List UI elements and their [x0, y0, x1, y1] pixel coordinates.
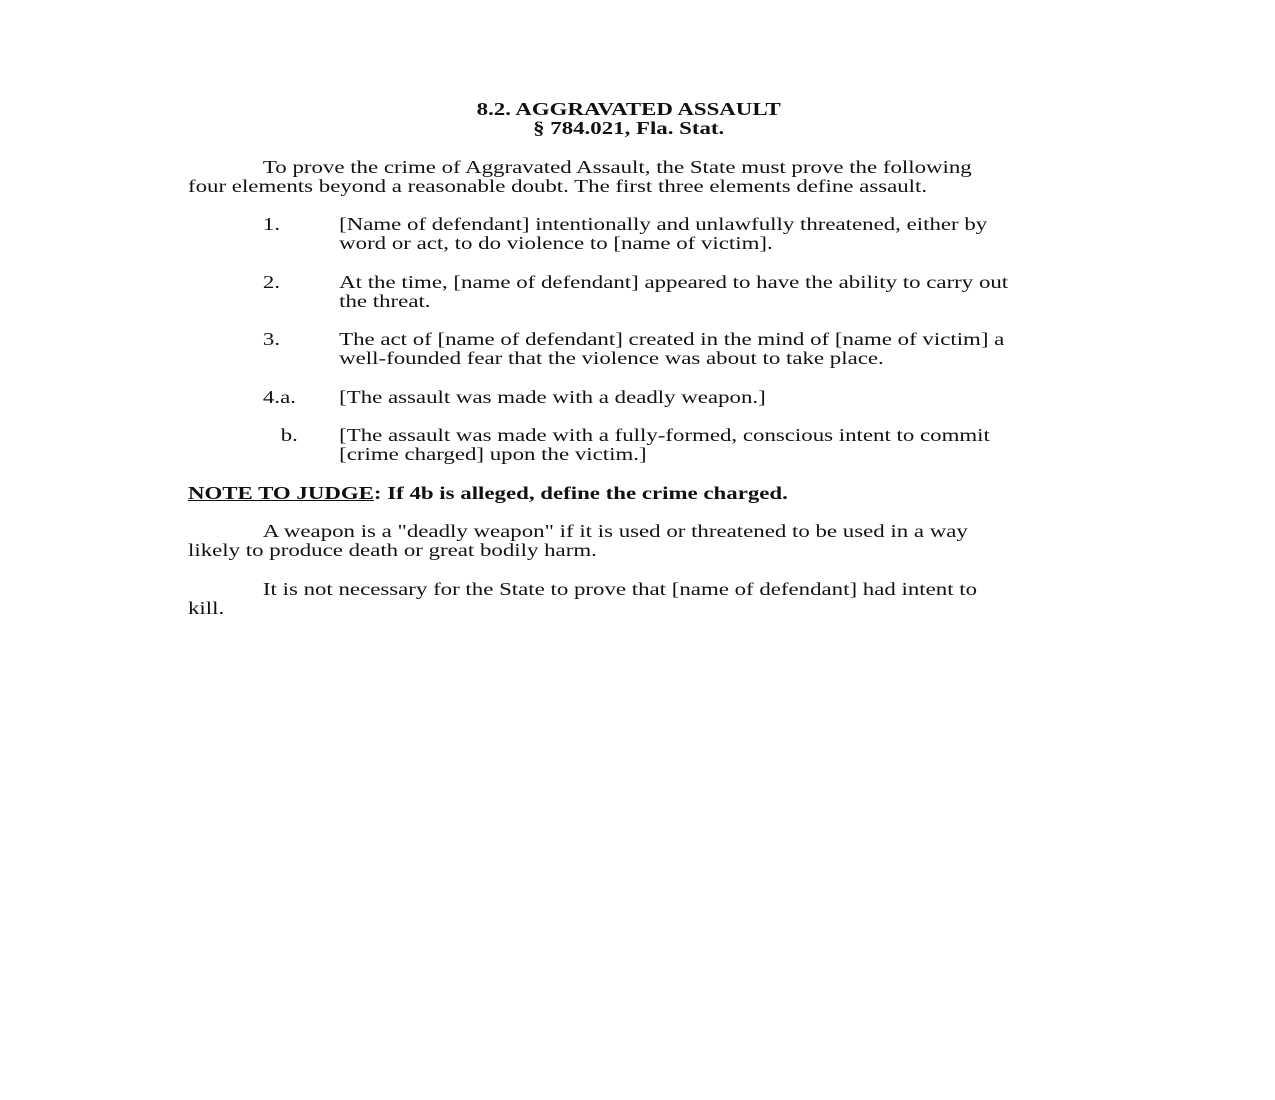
- intent-paragraph: [188, 580, 1069, 618]
- element-number: b.: [280, 425, 298, 445]
- intro-paragraph: [188, 158, 1069, 196]
- note-label: NOTE TO JUDGE: [188, 483, 374, 503]
- element-number: 4.a.: [262, 387, 296, 407]
- element-text: [The assault was made with a deadly weapon.]: [339, 387, 766, 407]
- element-number: 1.: [262, 214, 281, 234]
- paragraph-line: It is not necessary for the State to prove that [name of defendant] had intent to: [262, 579, 978, 599]
- note-to-judge: [188, 484, 1069, 503]
- paragraph-line: To prove the crime of Aggravated Assault, the State must prove the following: [262, 157, 972, 177]
- paragraph-line: likely to produce death or great bodily harm.: [188, 540, 597, 560]
- element-text: The act of [name of defendant] created in the mind of [name of victim] a: [339, 329, 1005, 349]
- element-number: 2.: [262, 272, 281, 292]
- document-page: [188, 0, 1069, 1100]
- deadly-weapon-paragraph: [188, 522, 1069, 560]
- title-line: 8.2. AGGRAVATED ASSAULT: [476, 99, 781, 119]
- paragraph-line: A weapon is a "deadly weapon" if it is used or threatened to be used in a way: [262, 521, 968, 541]
- element-text: the threat.: [339, 291, 431, 311]
- element-number: 3.: [262, 329, 281, 349]
- document-title: [188, 100, 1069, 138]
- element-text: [Name of defendant] intentionally and unlawfully threatened, either by: [339, 214, 988, 234]
- element-text: word or act, to do violence to [name of victim].: [339, 233, 773, 253]
- note-text: : If 4b is alleged, define the crime charged.: [373, 483, 788, 503]
- element-text: [The assault was made with a fully-formed, conscious intent to commit: [339, 425, 990, 445]
- paragraph-line: kill.: [188, 598, 225, 618]
- element-text: [crime charged] upon the victim.]: [339, 444, 647, 464]
- element-text: At the time, [name of defendant] appeared to have the ability to carry out: [339, 272, 1009, 292]
- paragraph-line: four elements beyond a reasonable doubt. The first three elements define assault.: [188, 176, 928, 196]
- statute-citation: § 784.021, Fla. Stat.: [533, 118, 725, 138]
- element-text: well-founded fear that the violence was about to take place.: [339, 348, 884, 368]
